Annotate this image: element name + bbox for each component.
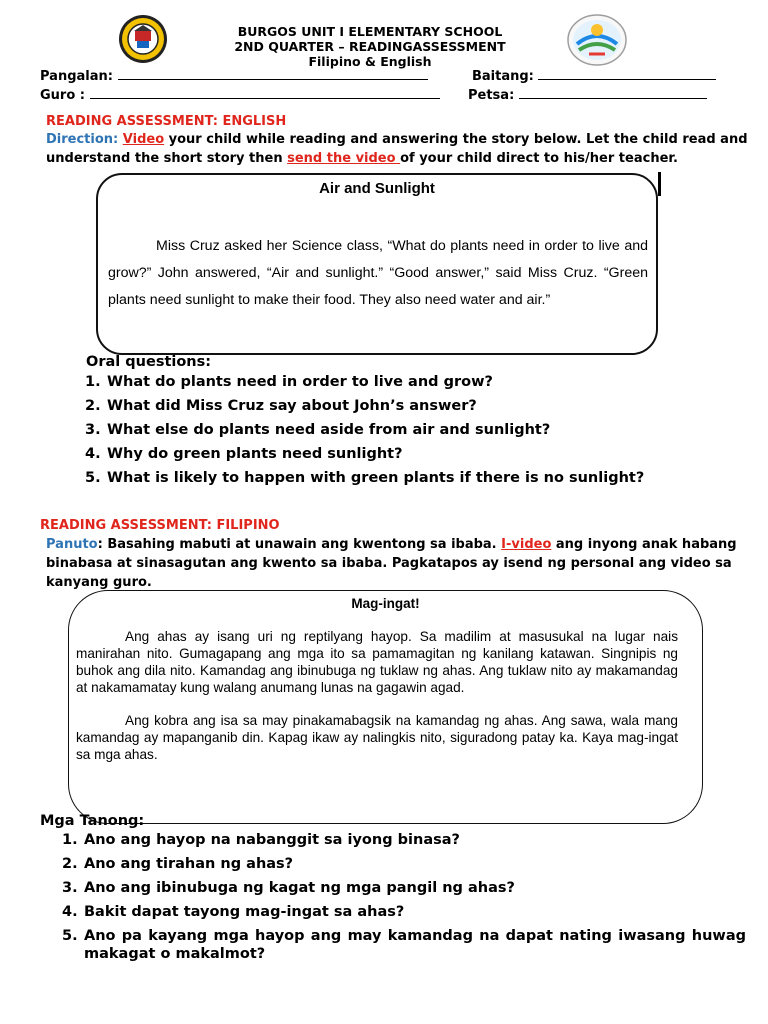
guro-line[interactable] — [90, 86, 440, 99]
document-header — [0, 14, 768, 69]
direction-label: Direction: — [46, 132, 119, 147]
list-item: 5. Ano pa kayang mga hayop ang may kamandag na dapat nating iwasang huwag makagat o makalmot? — [62, 928, 746, 962]
filipino-panuto: Panuto: Basahing mabuti at unawain ang kwentong sa ibaba. I-video ang inyong anak habang binabasa at sinasagutan ang kwento sa ibaba. Pagkatapos ay isend ng personal ang video sa kanyang guro. — [46, 537, 737, 590]
list-item: 3. What else do plants need aside from air and sunlight? — [85, 422, 551, 438]
petsa-line[interactable] — [519, 86, 707, 99]
filipino-story-box — [68, 590, 703, 824]
filipino-story-title: Mag-ingat! — [351, 596, 420, 611]
english-story-text: Miss Cruz asked her Science class, “What do plants need in order to live and grow?” John answered, “Air and sunlight.” “Good answer,” said Miss Cruz. “Green plants need sunlight to make their food. They also need water and air.” — [108, 238, 648, 308]
filipino-questions-list — [62, 831, 746, 963]
pangalan-line[interactable] — [118, 67, 428, 80]
list-item: 4. Bakit dapat tayong mag-ingat sa ahas? — [62, 904, 405, 920]
mga-tanong-heading: Mga Tanong: — [40, 813, 145, 829]
list-item: 2. Ano ang tirahan ng ahas? — [62, 856, 294, 872]
list-item: 3. Ano ang ibinubuga ng kagat ng mga pangil ng ahas? — [62, 880, 515, 896]
english-section-title: READING ASSESSMENT: ENGLISH — [46, 114, 287, 129]
list-item: 4. Why do green plants need sunlight? — [85, 446, 403, 462]
baitang-line[interactable] — [538, 67, 716, 80]
guro-field[interactable]: Guro : — [40, 86, 440, 103]
oral-questions-heading: Oral questions: — [86, 354, 212, 370]
text-cursor-bar — [658, 172, 661, 196]
ivideo-word: I-video — [501, 537, 552, 552]
quarter-title: 2ND QUARTER – READINGASSESSMENT — [234, 39, 506, 54]
english-direction: Direction: Video your child while reading and answering the story below. Let the child read and understand the short story then send the video of your child direct to his/her teacher. — [46, 132, 748, 166]
list-item: 2. What did Miss Cruz say about John’s answer? — [85, 398, 477, 414]
panuto-label: Panuto — [46, 537, 98, 552]
filipino-section-title: READING ASSESSMENT: FILIPINO — [40, 518, 280, 533]
deped-division-logo-icon — [567, 14, 627, 66]
list-item: 1. Ano ang hayop na nabanggit sa iyong binasa? — [62, 832, 460, 848]
filipino-story-text: Ang ahas ay isang uri ng reptilyang hayop. Sa madilim at masusukal na lugar nais manirahan nito. Gumagapang ang mga ito sa pamamagitan ng kanilang katawan. Singnipis ng buhok ang dila nito. Kamandag ang ibinubuga ng tuklaw ng ahas. Ang tuklaw nito ay makamandag at nakamamatay kung walang anumang lunas na gagawin agad. Ang kobra ang isa sa may pinakamabagsik na kamandag ng ahas. Ang sawa, wala mang kamandag ay mapanganib din. Kapag ikaw ay nalingkis nito, siguradong patay ka. Kaya mag-ingat sa mga ahas. — [76, 629, 678, 762]
subject-title: Filipino & English — [308, 54, 432, 69]
pangalan-field[interactable]: Pangalan: — [40, 67, 428, 84]
english-questions-list — [85, 373, 745, 487]
header-text — [180, 24, 560, 69]
baitang-field[interactable]: Baitang: — [472, 67, 716, 84]
english-story-box — [96, 173, 658, 355]
send-video-link: send the video — [287, 151, 401, 166]
school-seal-icon — [118, 14, 168, 64]
school-name: BURGOS UNIT I ELEMENTARY SCHOOL — [237, 24, 503, 39]
list-item: 1. What do plants need in order to live and grow? — [85, 374, 493, 390]
video-word: Video — [122, 132, 165, 147]
petsa-field[interactable]: Petsa: — [468, 86, 707, 103]
list-item: 5. What is likely to happen with green plants if there is no sunlight? — [85, 470, 645, 486]
english-story-title: Air and Sunlight — [319, 180, 435, 197]
